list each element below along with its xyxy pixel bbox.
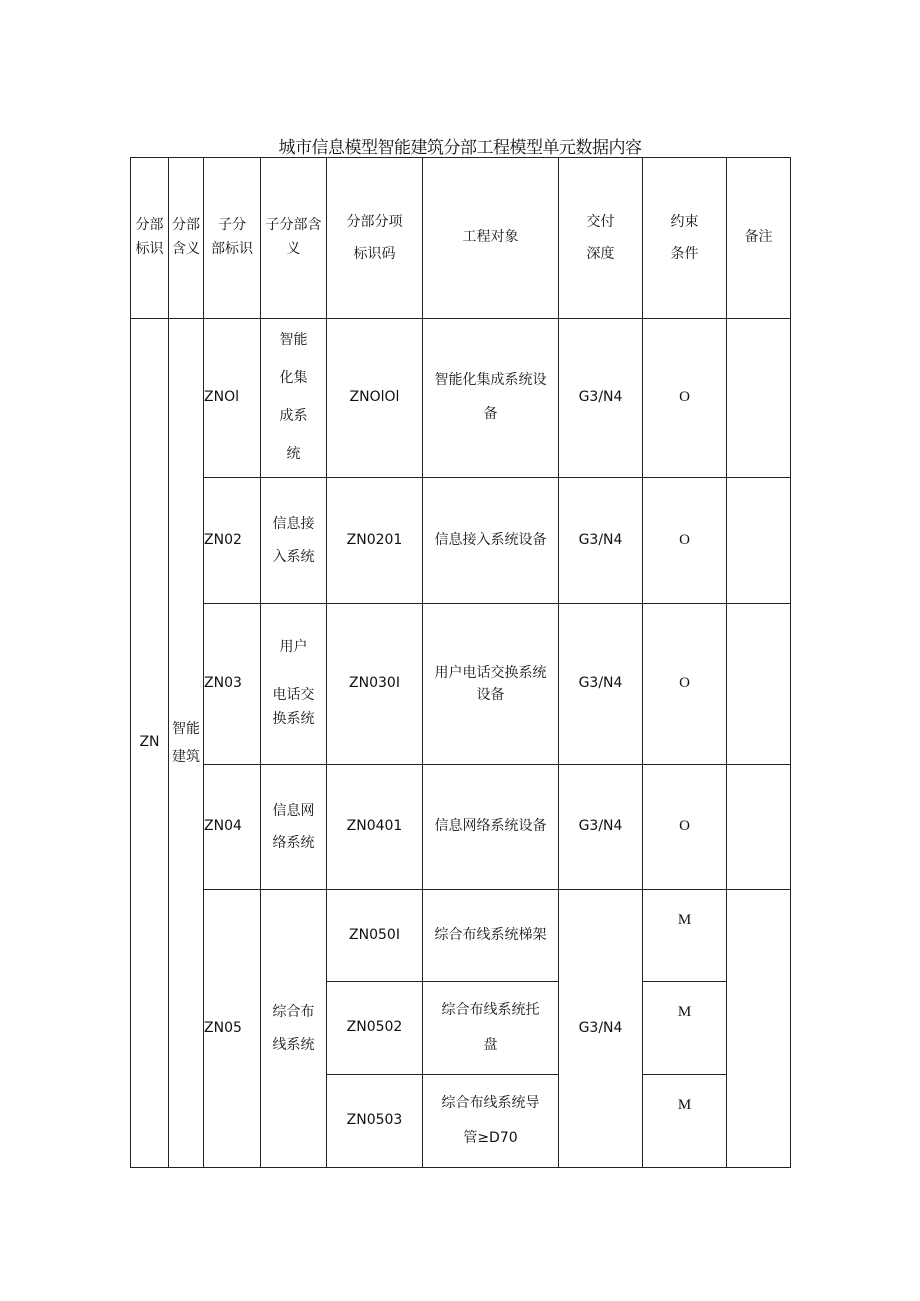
sub-division-id-cell: ZN04 — [204, 765, 261, 890]
header-division-meaning: 分部 含义 — [169, 158, 204, 319]
table-row — [131, 604, 791, 765]
constraint-cell: M — [643, 890, 727, 982]
sub-division-meaning-cell: 信息接 入系统 — [261, 478, 327, 604]
item-code-cell: ZN030I — [327, 604, 423, 765]
engineering-object-cell: 用户电话交换系统 设备 — [423, 604, 559, 765]
item-code-cell: ZN0503 — [327, 1075, 423, 1168]
constraint-cell: M — [643, 982, 727, 1075]
remarks-cell — [727, 319, 791, 478]
header-item-code: 分部分项 标识码 — [327, 158, 423, 319]
constraint-cell: O — [643, 604, 727, 765]
header-division-id: 分部 标识 — [131, 158, 169, 319]
table-row — [131, 765, 791, 890]
header-engineering-object: 工程对象 — [423, 158, 559, 319]
header-constraint: 约束 条件 — [643, 158, 727, 319]
sub-division-id-cell: ZN02 — [204, 478, 261, 604]
delivery-depth-cell: G3/N4 — [559, 319, 643, 478]
header-delivery-depth: 交付 深度 — [559, 158, 643, 319]
engineering-object-cell: 信息接入系统设备 — [423, 478, 559, 604]
header-sub-division-meaning: 子分部含 义 — [261, 158, 327, 319]
division-id-cell: ZN — [131, 319, 169, 1168]
delivery-depth-cell: G3/N4 — [559, 604, 643, 765]
item-code-cell: ZNOlOl — [327, 319, 423, 478]
sub-division-meaning-cell: 智能 化集 成系 统 — [261, 319, 327, 478]
delivery-depth-cell: G3/N4 — [559, 890, 643, 1168]
item-code-cell: ZN050I — [327, 890, 423, 982]
header-sub-division-id: 子分 部标识 — [204, 158, 261, 319]
table-row — [131, 478, 791, 604]
item-code-cell: ZN0502 — [327, 982, 423, 1075]
constraint-cell: M — [643, 1075, 727, 1168]
sub-division-id-cell: ZN03 — [204, 604, 261, 765]
table-row — [131, 319, 791, 478]
engineering-object-cell: 综合布线系统导 管≥D70 — [423, 1075, 559, 1168]
item-code-cell: ZN0401 — [327, 765, 423, 890]
delivery-depth-cell: G3/N4 — [559, 765, 643, 890]
data-table — [130, 157, 791, 1168]
sub-division-meaning-cell: 综合布 线系统 — [261, 890, 327, 1168]
division-meaning-cell: 智能 建筑 — [169, 319, 204, 1168]
engineering-object-cell: 智能化集成系统设 备 — [423, 319, 559, 478]
constraint-cell: O — [643, 319, 727, 478]
header-row — [131, 158, 791, 319]
delivery-depth-cell: G3/N4 — [559, 478, 643, 604]
sub-division-meaning-cell: 用户 电话交 换系统 — [261, 604, 327, 765]
constraint-cell: O — [643, 478, 727, 604]
remarks-cell — [727, 604, 791, 765]
constraint-cell: O — [643, 765, 727, 890]
table-row — [131, 890, 791, 982]
remarks-cell — [727, 478, 791, 604]
document-title: 城市信息模型智能建筑分部工程模型单元数据内容 — [278, 138, 642, 158]
engineering-object-cell: 信息网络系统设备 — [423, 765, 559, 890]
header-remarks: 备注 — [727, 158, 791, 319]
sub-division-meaning-cell: 信息网 络系统 — [261, 765, 327, 890]
sub-division-id-cell: ZNOl — [204, 319, 261, 478]
remarks-cell — [727, 890, 791, 1168]
sub-division-id-cell: ZN05 — [204, 890, 261, 1168]
remarks-cell — [727, 765, 791, 890]
engineering-object-cell: 综合布线系统托 盘 — [423, 982, 559, 1075]
engineering-object-cell: 综合布线系统梯架 — [423, 890, 559, 982]
item-code-cell: ZN0201 — [327, 478, 423, 604]
